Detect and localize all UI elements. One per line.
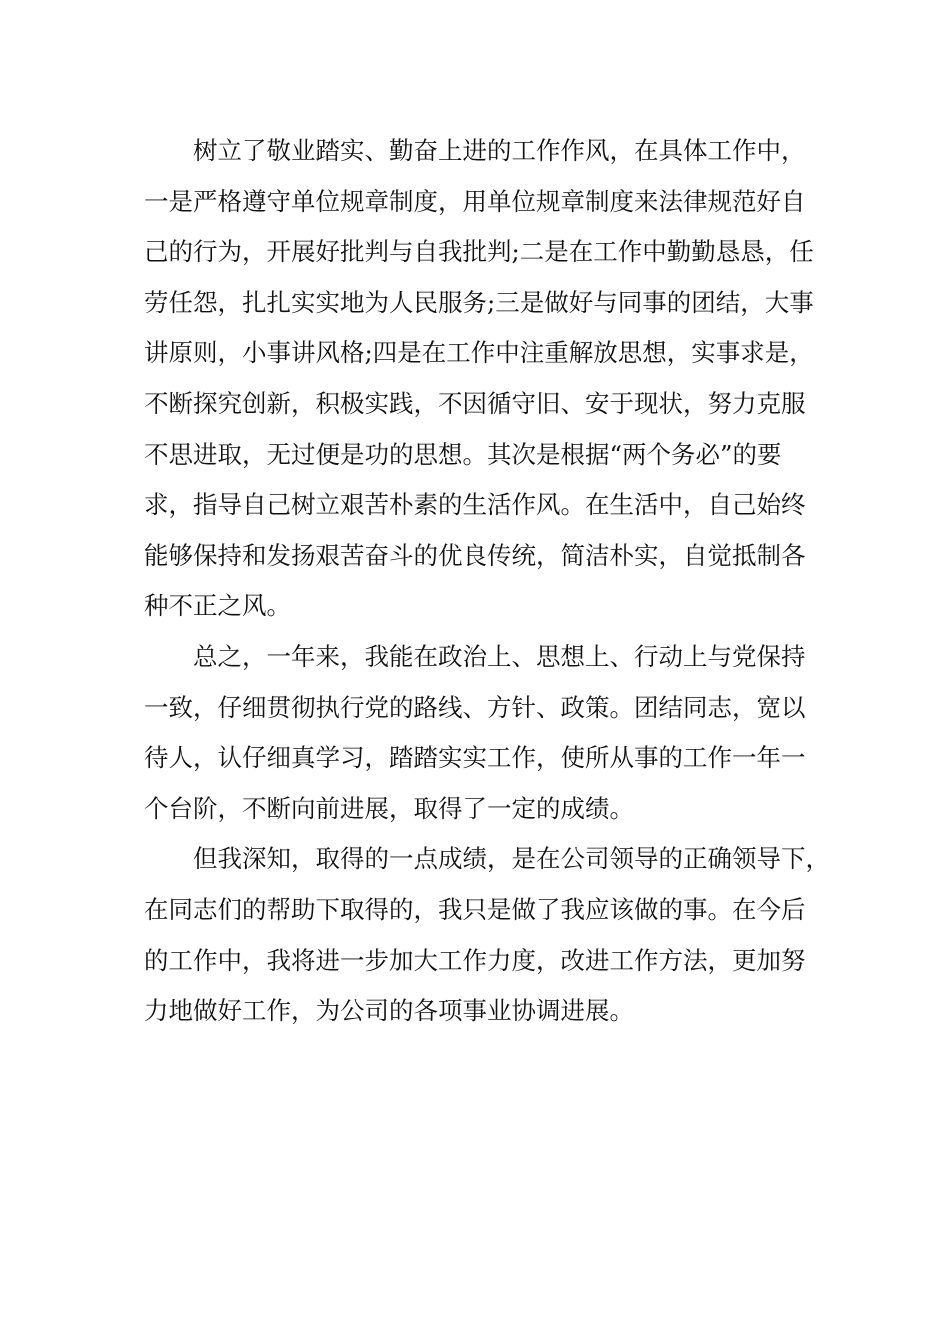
text-line: 一致，仔细贯彻执行党的路线、方针、政策。团结同志，宽以	[144, 692, 806, 722]
document-body	[144, 126, 830, 1037]
paragraph-2	[144, 632, 814, 834]
paragraph-3	[144, 834, 830, 1036]
text-line: 但我深知，取得的一点成绩，是在公司领导的正确领导下，	[193, 844, 830, 874]
text-line: 求，指导自己树立艰苦朴素的生活作风。在生活中，自己始终	[144, 490, 806, 520]
text-line: 能够保持和发扬艰苦奋斗的优良传统，简洁朴实，自觉抵制各	[144, 540, 806, 570]
text-line: 讲原则，小事讲风格;四是在工作中注重解放思想，实事求是，	[144, 338, 814, 368]
text-line: 树立了敬业踏实、勤奋上进的工作作风，在具体工作中，	[193, 136, 806, 165]
text-line: 一是严格遵守单位规章制度，用单位规章制度来法律规范好自	[144, 186, 806, 216]
text-line: 不思进取，无过便是功的思想。其次是根据“两个务必”的要	[144, 439, 782, 469]
text-line: 不断探究创新，积极实践，不因循守旧、安于现状，努力克服	[144, 388, 806, 418]
text-line: 种不正之风。	[144, 591, 291, 621]
text-line: 己的行为，开展好批判与自我批判;二是在工作中勤勤恳恳，任	[144, 237, 814, 267]
paragraph-1	[144, 126, 814, 632]
text-line: 劳任怨，扎扎实实地为人民服务;三是做好与同事的团结，大事	[144, 287, 814, 317]
text-line: 个台阶，不断向前进展，取得了一定的成绩。	[144, 793, 634, 823]
text-line: 在同志们的帮助下取得的，我只是做了我应该做的事。在今后	[144, 894, 806, 924]
text-line: 待人，认仔细真学习，踏踏实实工作，使所从事的工作一年一	[144, 743, 806, 773]
text-line: 的工作中，我将进一步加大工作力度，改进工作方法，更加努	[144, 945, 806, 975]
text-line: 总之，一年来，我能在政治上、思想上、行动上与党保持	[193, 641, 806, 671]
text-line: 力地做好工作，为公司的各项事业协调进展。	[144, 996, 634, 1026]
